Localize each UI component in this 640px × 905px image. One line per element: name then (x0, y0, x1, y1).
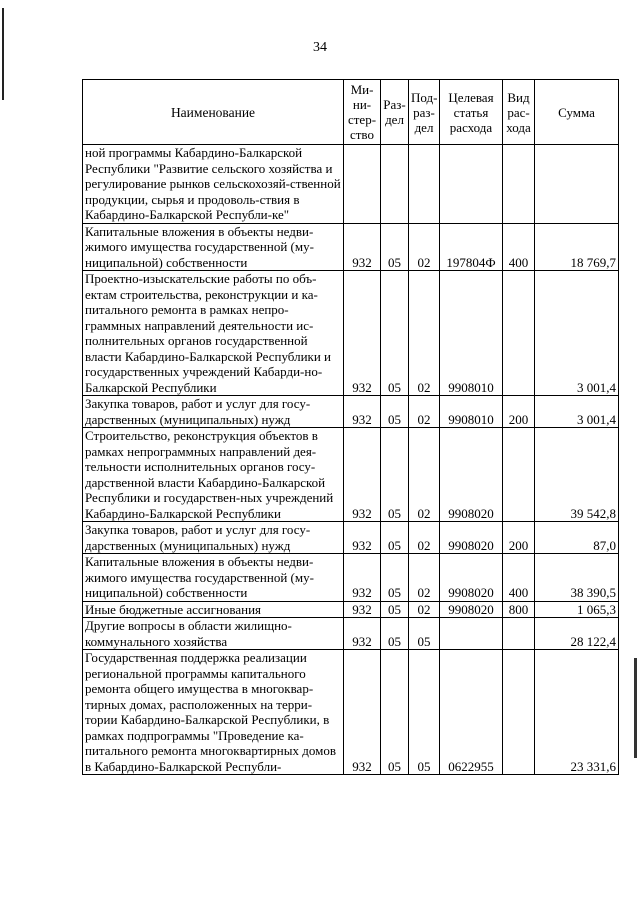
row-amount: 3 001,4 (535, 396, 619, 428)
row-ministry: 932 (344, 618, 381, 650)
table-row (83, 618, 619, 650)
row-target: 9908010 (440, 396, 503, 428)
row-expense-type: 800 (503, 601, 535, 618)
row-subsection: 02 (409, 554, 440, 602)
header-subsection: Под- раз- дел (409, 80, 440, 145)
table-row (83, 428, 619, 522)
row-ministry: 932 (344, 601, 381, 618)
row-subsection: 02 (409, 396, 440, 428)
table-row (83, 223, 619, 271)
row-target: 9908020 (440, 428, 503, 522)
row-name: Другие вопросы в области жилищно-коммунального хозяйства (83, 618, 344, 650)
table-row (83, 554, 619, 602)
row-subsection (409, 145, 440, 224)
row-section: 05 (381, 522, 409, 554)
row-section: 05 (381, 428, 409, 522)
row-subsection: 02 (409, 601, 440, 618)
row-subsection: 02 (409, 223, 440, 271)
row-ministry: 932 (344, 396, 381, 428)
row-name: Проектно-изыскательские работы по объ-ектам строительства, реконструкции и ка-питального ремонта в рамках непро-граммных направлений деятельности ис-полнительных органов государственной власти Кабардино-Балкарской Республики и государственных учреждений Кабарди-но-Балкарской Республики (83, 271, 344, 396)
table-row (83, 145, 619, 224)
row-subsection: 05 (409, 618, 440, 650)
row-ministry: 932 (344, 271, 381, 396)
row-amount: 38 390,5 (535, 554, 619, 602)
row-section: 05 (381, 650, 409, 775)
row-expense-type (503, 271, 535, 396)
row-expense-type (503, 428, 535, 522)
scan-edge-mark-right (634, 658, 637, 758)
row-name: Закупка товаров, работ и услуг для госу-дарственных (муниципальных) нужд (83, 522, 344, 554)
row-amount: 23 331,6 (535, 650, 619, 775)
budget-table (82, 79, 619, 775)
row-expense-type (503, 618, 535, 650)
row-section: 05 (381, 396, 409, 428)
row-amount: 39 542,8 (535, 428, 619, 522)
row-target: 9908010 (440, 271, 503, 396)
row-target (440, 145, 503, 224)
row-name: Строительство, реконструкция объектов в рамках непрограммных направлений дея-тельности исполнительных органов госу-дарственной власти Кабардино-Балкарской Республики и государствен-ных учреждений Кабардино-Балкарской Республики (83, 428, 344, 522)
header-ministry: Ми- ни- стер- ство (344, 80, 381, 145)
row-name: Государственная поддержка реализации региональной программы капитального ремонта общего имущества в многоквар-тирных домах, расположенных на терри-тории Кабардино-Балкарской Республики, в рамках подпрограммы "Проведение ка-питального ремонта многоквартирных домов в Кабардино-Балкарской Республи- (83, 650, 344, 775)
row-section: 05 (381, 554, 409, 602)
row-amount: 1 065,3 (535, 601, 619, 618)
row-ministry: 932 (344, 554, 381, 602)
table-row (83, 396, 619, 428)
row-expense-type (503, 145, 535, 224)
row-target: 9908020 (440, 601, 503, 618)
table-row (83, 650, 619, 775)
row-expense-type: 400 (503, 223, 535, 271)
row-ministry: 932 (344, 223, 381, 271)
row-name: Иные бюджетные ассигнования (83, 601, 344, 618)
row-section: 05 (381, 601, 409, 618)
row-expense-type (503, 650, 535, 775)
row-ministry: 932 (344, 650, 381, 775)
row-subsection: 02 (409, 522, 440, 554)
row-name: Капитальные вложения в объекты недви-жимого имущества государственной (му-ниципальной) собственности (83, 223, 344, 271)
row-subsection: 02 (409, 428, 440, 522)
header-target: Целевая статья расхода (440, 80, 503, 145)
row-subsection: 02 (409, 271, 440, 396)
row-amount: 28 122,4 (535, 618, 619, 650)
row-subsection: 05 (409, 650, 440, 775)
row-expense-type: 400 (503, 554, 535, 602)
row-amount: 87,0 (535, 522, 619, 554)
row-section: 05 (381, 271, 409, 396)
table-row (83, 601, 619, 618)
header-amount: Сумма (535, 80, 619, 145)
row-expense-type: 200 (503, 522, 535, 554)
row-ministry (344, 145, 381, 224)
row-section: 05 (381, 223, 409, 271)
row-amount: 18 769,7 (535, 223, 619, 271)
row-name: Капитальные вложения в объекты недви-жимого имущества государственной (му-ниципальной) собственности (83, 554, 344, 602)
row-name: ной программы Кабардино-Балкарской Республики "Развитие сельского хозяйства и регулирование рынков сельскохозяй-ственной продукции, сырья и продоволь-ствия в Кабардино-Балкарской Республи-ке" (83, 145, 344, 224)
row-expense-type: 200 (503, 396, 535, 428)
table-row (83, 271, 619, 396)
row-target: 197804Ф (440, 223, 503, 271)
row-target: 9908020 (440, 554, 503, 602)
row-target: 0622955 (440, 650, 503, 775)
page-number: 34 (313, 40, 327, 55)
header-expense-type: Вид рас- хода (503, 80, 535, 145)
row-target (440, 618, 503, 650)
row-ministry: 932 (344, 428, 381, 522)
row-amount: 3 001,4 (535, 271, 619, 396)
header-name: Наименование (83, 80, 344, 145)
table-row (83, 522, 619, 554)
row-section (381, 145, 409, 224)
row-target: 9908020 (440, 522, 503, 554)
table-header-row (83, 80, 619, 145)
row-ministry: 932 (344, 522, 381, 554)
row-name: Закупка товаров, работ и услуг для госу-дарственных (муниципальных) нужд (83, 396, 344, 428)
header-section: Раз- дел (381, 80, 409, 145)
row-amount (535, 145, 619, 224)
row-section: 05 (381, 618, 409, 650)
